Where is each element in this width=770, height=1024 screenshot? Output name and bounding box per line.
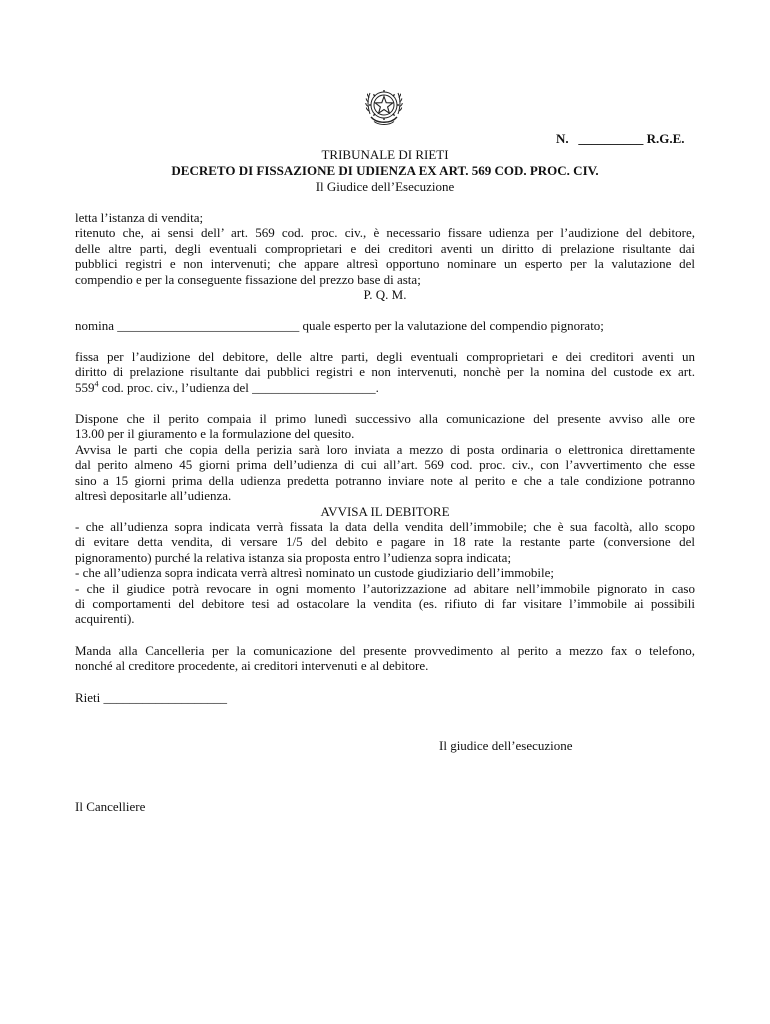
rge-number: N. __________ R.G.E. xyxy=(556,131,685,146)
text-line: nomina ____________________________ quale esperto per la valutazione del compendio pignorato; xyxy=(75,318,604,333)
nomina-paragraph xyxy=(75,318,695,333)
text-line: acquirenti). xyxy=(75,611,135,627)
decree-title: DECRETO DI FISSAZIONE DI UDIENZA EX ART. 569 COD. PROC. CIV. xyxy=(171,163,599,178)
text-line: Avvisa le parti che copia della perizia sarà loro inviata a mezzo di posta ordinaria o elettronica direttamente xyxy=(75,441,695,457)
text-line: compendio e per la conseguente fissazione del prezzo base di asta; xyxy=(75,271,421,287)
text-line: pubblici registri e non intervenuti; che appare altresì opportuno nominare un esperto per la valutazione del xyxy=(75,256,695,272)
text-line: ritenuto che, ai sensi dell’ art. 569 cod. proc. civ., è necessario fissare udienza per l’audizione del debitore, xyxy=(75,225,695,241)
pqm-heading: P. Q. M. xyxy=(363,287,407,302)
clerk-signature: Il Cancelliere xyxy=(75,799,146,814)
text-line: fissa per l’audizione del debitore, delle altre parti, degli eventuali comproprietari e dei creditori aventi un xyxy=(75,349,695,364)
judge-signature: Il giudice dell’esecuzione xyxy=(439,738,573,753)
italian-republic-emblem-icon xyxy=(361,84,407,130)
manda-paragraph xyxy=(75,643,695,674)
text-line: altresì depositarle all’udienza. xyxy=(75,488,232,504)
text-line: Dispone che il perito compaia il primo lunedì successivo alla comunicazione del presente avviso alle ore xyxy=(75,411,695,426)
court-name: TRIBUNALE DI RIETI xyxy=(321,147,449,162)
fissa-paragraph xyxy=(75,349,695,395)
dispone-paragraph xyxy=(75,411,695,503)
text-line: - che all’udienza sopra indicata verrà altresì nominato un custode giudiziario dell’immobile; xyxy=(75,565,555,581)
avvisa-heading: AVVISA IL DEBITORE xyxy=(320,504,450,519)
text-line: di comportamenti del debitore tesi ad ostacolare la vendita (es. rifiuto di far visitare l’immobile ai possibili xyxy=(75,596,695,612)
text-line: - che all’udienza sopra indicata verrà fissata la data della vendita dell’immobile; che è sua facoltà, allo scopo xyxy=(75,519,695,534)
text-line: delle altre parti, degli eventuali comproprietari e dei creditori aventi un diritto di prelazione risultante dai xyxy=(75,240,695,256)
judge-heading: Il Giudice dell’Esecuzione xyxy=(315,179,455,194)
text-line: dal perito almeno 45 giorni prima dell’udienza di cui all’art. 569 cod. proc. civ., con l’avvertimento che esse xyxy=(75,457,695,473)
place-date xyxy=(75,690,695,705)
intro-paragraph xyxy=(75,210,695,287)
text-line: - che il giudice potrà revocare in ogni momento l’autorizzazione ad abitare nell’immobile pignorato in caso xyxy=(75,580,695,596)
text-line: Manda alla Cancelleria per la comunicazione del presente provvedimento al perito a mezzo fax o telefono, xyxy=(75,643,695,658)
text-line: 13.00 per il giuramento e la formulazione del quesito. xyxy=(75,426,355,442)
text-line: di evitare detta vendita, di versare 1/5 del debito e pagare in 18 rate la restante parte (conversione del xyxy=(75,534,695,550)
text-line: sino a 15 giorni prima della udienza predetta potranno inviare note al perito e che a tale condizione potranno xyxy=(75,472,695,488)
text-line: pignoramento) purché la relativa istanza sia proposta entro l’udienza sopra indicata; xyxy=(75,549,512,565)
footnote-marker: 4 xyxy=(94,379,99,389)
hearing-date-text: cod. proc. civ., l’udienza del ___________________. xyxy=(98,379,379,395)
text-line: nonché al creditore procedente, ai creditori intervenuti e al debitore. xyxy=(75,658,429,674)
article-number: 559 xyxy=(75,379,95,395)
avvisa-paragraph xyxy=(75,519,695,627)
text-line: letta l’istanza di vendita; xyxy=(75,210,204,225)
text-line: diritto di prelazione risultante dai pubblici registri e non intervenuti, nonchè per la nomina del custode ex art. xyxy=(75,364,695,380)
text-line xyxy=(75,380,695,395)
place-date-line: Rieti ___________________ xyxy=(75,690,228,705)
